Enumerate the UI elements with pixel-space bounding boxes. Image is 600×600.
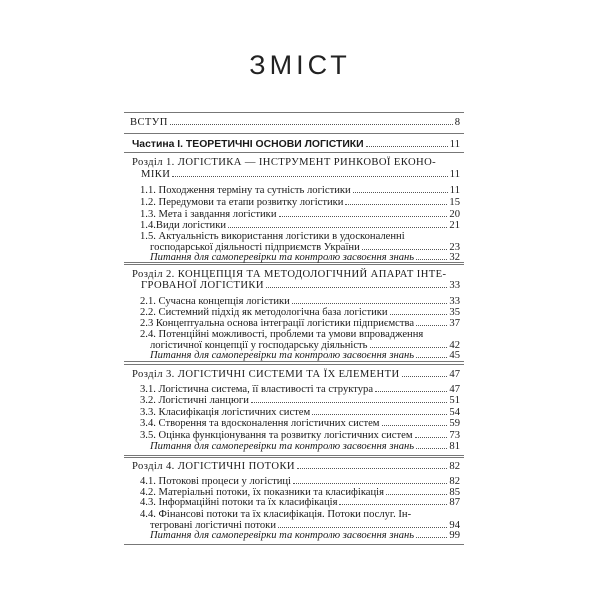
toc-entry[interactable]: тегровані логістичні потоки 94 [150, 520, 460, 531]
toc-entry[interactable]: 3.4. Створення та вдосконалення логістичних систем 59 [140, 418, 460, 429]
toc-entry-review[interactable]: Питання для самоперевірки та контролю засвоєння знань 81 [150, 441, 460, 452]
toc-entry-part1[interactable] [132, 139, 460, 150]
toc-entry[interactable]: 4.3. Інформаційні потоки та їх класифікація 87 [140, 497, 460, 508]
toc-entry-intro[interactable] [130, 117, 460, 128]
toc-page-number: 33 [449, 280, 460, 291]
dot-leader [170, 124, 453, 125]
toc-entry-line1[interactable]: 1.5. Актуальність використання логістики в удосконаленні [140, 231, 405, 242]
toc-entry-review[interactable]: Питання для самоперевірки та контролю засвоєння знань 99 [150, 530, 460, 541]
toc-entry[interactable]: 2.3 Концептуальна основа інтеграції логістики підприємства 37 [140, 318, 460, 329]
toc-entry[interactable]: 3.5. Оцінка функціонування та розвитку логістичних систем 73 [140, 430, 460, 441]
dot-leader [266, 287, 447, 288]
toc-entry[interactable]: 1.2. Передумови та етапи розвитку логістики 15 [140, 197, 460, 208]
toc-entry-line1[interactable]: 4.4. Фінансові потоки та їх класифікація. Потоки послуг. Ін- [140, 509, 412, 520]
section-title-3[interactable]: Розділ 3. ЛОГІСТИЧНІ СИСТЕМИ ТА ЇХ ЕЛЕМЕНТИ 47 [132, 369, 460, 380]
dot-leader [172, 176, 448, 177]
section-title-2[interactable]: Розділ 2. КОНЦЕПЦІЯ ТА МЕТОДОЛОГІЧНИЙ АПАРАТ ІНТЕ- [132, 269, 447, 280]
dot-leader [402, 376, 448, 377]
toc-page-number: 8 [454, 117, 460, 128]
dot-leader [297, 468, 447, 469]
page-title: ЗМІСТ [249, 50, 351, 80]
section-title-2-cont[interactable]: ГРОВАНОЇ ЛОГІСТИКИ 33 [141, 280, 460, 291]
toc-entry[interactable]: 1.3. Мета і завдання логістики 20 [140, 209, 460, 220]
toc-part-title: Частина І. ТЕОРЕТИЧНІ ОСНОВИ ЛОГІСТИКИ [132, 139, 364, 150]
toc-entry[interactable]: 3.1. Логістична система, її властивості та структура 47 [140, 384, 460, 395]
toc-entry-text: ВСТУП [130, 117, 168, 128]
toc-page-number: 82 [449, 461, 460, 472]
toc-entry-line1[interactable]: 2.4. Потенційні можливості, проблеми та умови впровадження [140, 329, 424, 340]
toc-page-number: 11 [449, 169, 460, 180]
section-title-4[interactable]: Розділ 4. ЛОГІСТИЧНІ ПОТОКИ 82 [132, 461, 460, 472]
toc-entry-review[interactable]: Питання для самоперевірки та контролю засвоєння знань 32 [150, 252, 460, 263]
section-title-1[interactable]: Розділ 1. ЛОГІСТИКА — ІНСТРУМЕНТ РИНКОВОЇ ЕКОНО- [132, 157, 437, 168]
toc-entry[interactable]: 4.1. Потокові процеси у логістиці 82 [140, 476, 460, 487]
toc-entry[interactable]: 2.1. Сучасна концепція логістики 33 [140, 296, 460, 307]
toc-entry[interactable]: 1.4.Види логістики 21 [140, 220, 460, 231]
toc-entry[interactable]: 4.2. Матеріальні потоки, їх показники та класифікація 85 [140, 487, 460, 498]
toc-entry[interactable]: 2.2. Системний підхід як методологічна база логістики 35 [140, 307, 460, 318]
toc-entry[interactable]: логістичної концепції у господарську діяльність 42 [150, 340, 460, 351]
toc-entry[interactable]: господарської діяльності підприємств України 23 [150, 242, 460, 253]
toc-page-number: 47 [449, 369, 460, 380]
toc-entry[interactable]: 1.1. Походження терміну та сутність логістики 11 [140, 185, 460, 196]
section-title-1-cont[interactable]: МІКИ 11 [141, 169, 460, 180]
toc-entry[interactable]: 3.2. Логістичні ланцюги 51 [140, 395, 460, 406]
toc-page-number: 11 [449, 139, 460, 150]
toc-entry[interactable]: 3.3. Класифікація логістичних систем 54 [140, 407, 460, 418]
toc-entry-review[interactable]: Питання для самоперевірки та контролю засвоєння знань 45 [150, 350, 460, 361]
dot-leader [366, 146, 448, 147]
